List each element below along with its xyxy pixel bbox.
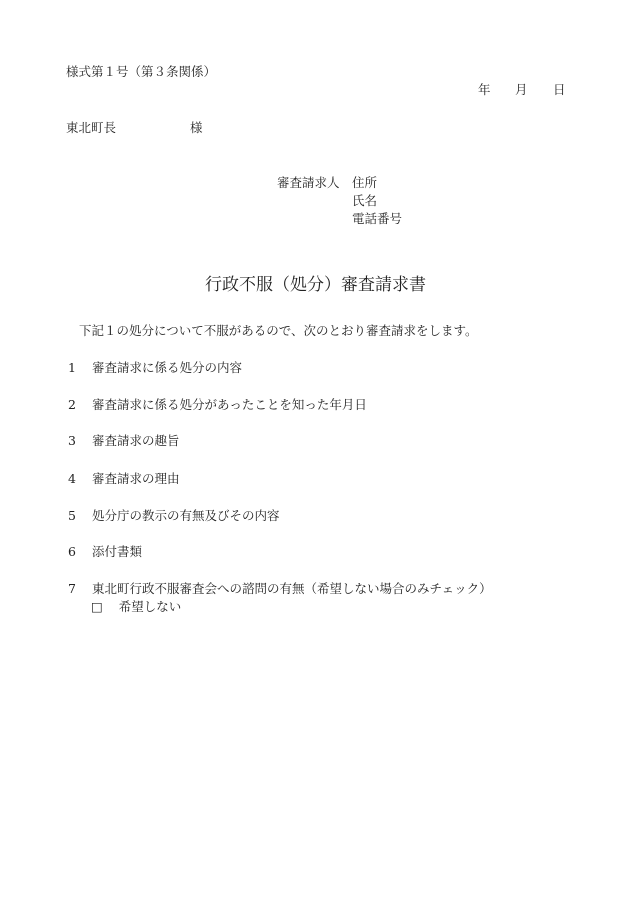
date-day: 日 (553, 82, 566, 97)
item-number: 3 (68, 433, 76, 448)
requester-phone-label: 電話番号 (352, 211, 403, 226)
intro-text: 下記１の処分について不服があるので、次のとおり審査請求をします。 (79, 323, 478, 338)
requester-name-label: 氏名 (352, 193, 378, 208)
item-1 (68, 360, 242, 376)
checkbox-label: 希望しない (118, 599, 182, 614)
item-text: 審査請求に係る処分があったことを知った年月日 (92, 397, 367, 412)
item-number: 4 (68, 471, 76, 486)
date-month: 月 (515, 82, 528, 97)
form-label: 様式第１号（第３条関係） (66, 64, 217, 79)
item-text: 審査請求に係る処分の内容 (92, 360, 243, 375)
item-number: 2 (68, 397, 76, 412)
item-text: 東北町行政不服審査会への諮問の有無（希望しない場合のみチェック） (92, 581, 492, 596)
item-number: 1 (68, 360, 76, 375)
item-7 (68, 581, 492, 597)
requester-label: 審査請求人 (277, 175, 340, 190)
addressee-honorific: 様 (190, 120, 203, 135)
item-number: 7 (68, 581, 76, 596)
item-6 (68, 544, 142, 560)
item-3 (68, 433, 180, 449)
item-text: 審査請求の趣旨 (92, 433, 180, 448)
item-text: 審査請求の理由 (92, 471, 180, 486)
item-text: 処分庁の教示の有無及びその内容 (92, 508, 280, 523)
item-number: 5 (68, 508, 76, 523)
date-year: 年 (478, 82, 491, 97)
item-number: 6 (68, 544, 76, 559)
no-consultation-option (91, 599, 181, 615)
item-2 (68, 397, 367, 413)
item-4 (68, 471, 180, 487)
requester-address-label: 住所 (352, 175, 378, 190)
document-title: 行政不服（処分）審査請求書 (205, 275, 426, 295)
checkbox[interactable]: □ (91, 599, 103, 614)
item-5 (68, 508, 280, 524)
item-text: 添付書類 (92, 544, 143, 559)
addressee-name: 東北町長 (66, 120, 117, 135)
